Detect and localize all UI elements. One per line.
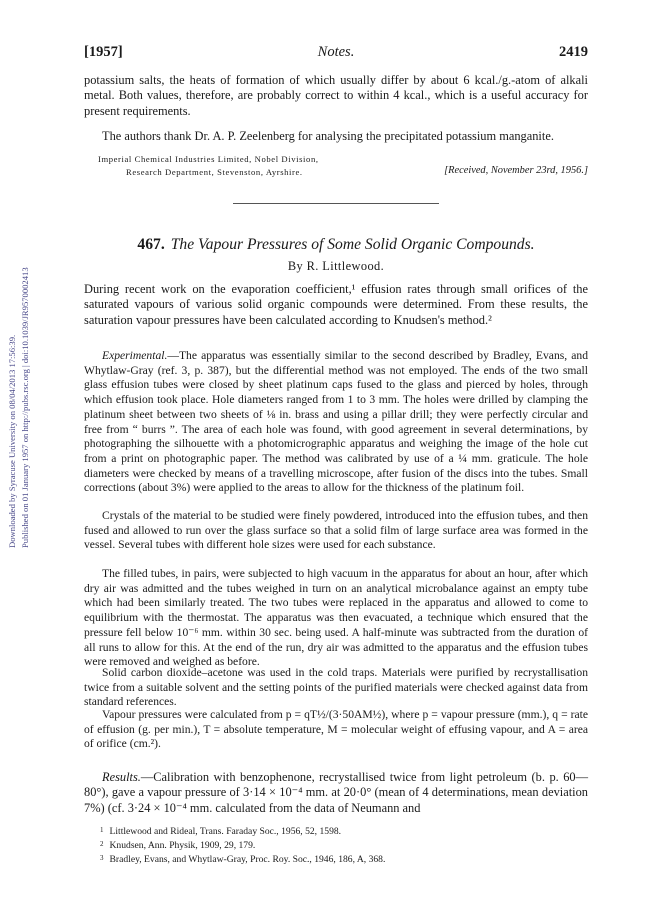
experimental-heading: Experimental. bbox=[102, 349, 168, 362]
results-paragraph bbox=[84, 770, 588, 816]
results-heading: Results. bbox=[102, 770, 141, 784]
experimental-paragraph bbox=[84, 349, 588, 496]
cold-traps-paragraph: Solid carbon dioxide–acetone was used in the cold traps. Materials were purified by recrystallisation twice from a suitable solvent and the setting points of the purified materials were checked against data from standard references. bbox=[84, 666, 588, 709]
footnote: $^1$ Littlewood and Rideal, Trans. Faraday Soc., 1956, 52, 1598. bbox=[100, 826, 342, 837]
footnote: $^3$ Bradley, Evans, and Whytlaw-Gray, Proc. Roy. Soc., 1946, 186, A, 368. bbox=[100, 854, 386, 865]
article-title bbox=[84, 236, 588, 254]
section-divider bbox=[233, 203, 439, 204]
author-line: By R. Littlewood. bbox=[287, 259, 385, 273]
results-text: —Calibration with benzophenone, recrystallised twice from light petroleum (b. p. 60—80°), gave a vapour pressure of 3·14 × 10⁻⁴ mm. at 20·0° (mean of 4 determinations, mean deviation 7%) (cf. 3·24 × 10⁻⁴ mm. calculated from the data of Neumann and bbox=[84, 770, 588, 815]
filled-tubes-paragraph: The filled tubes, in pairs, were subjected to high vacuum in the apparatus for about an hour, after which dry air was admitted and the tubes weighed in turn on an analytical microbalance against an empty tube which had been similarly treated. The two tubes were replaced in the apparatus and allowed to come to equilibrium with the thermostat. The apparatus was then evacuated, a technique which ensured that the pressure fell below 10⁻⁶ mm. within 30 sec. being used. A half-minute was subtracted from the duration of all runs to allow for this. At the end of the run, dry air was admitted to the apparatus and the effusion tubes were removed and weighed as before. bbox=[84, 567, 588, 669]
page-number: 2419 bbox=[559, 44, 588, 60]
article-title-text: The Vapour Pressures of Some Solid Organic Compounds. bbox=[170, 236, 535, 253]
received-date: [Received, November 23rd, 1956.] bbox=[444, 165, 588, 176]
affiliation-line-2: Research Department, Stevenston, Ayrshire. bbox=[126, 166, 303, 177]
running-header bbox=[84, 44, 588, 62]
affiliation-line-1: Imperial Chemical Industries Limited, Nobel Division, bbox=[98, 154, 319, 164]
footnote-list bbox=[100, 824, 588, 866]
continued-paragraph: potassium salts, the heats of formation of which usually differ by about 6 kcal./g.-atom of alkali metal. Both values, therefore, are probably correct to within 4 kcal., which is a useful accuracy for present requirements. bbox=[84, 73, 588, 118]
experimental-text: —The apparatus was essentially similar to the second described by Bradley, Evans, and Whytlaw-Gray (ref. 3, p. 387), but the differential method was not employed. The ends of the two small glass effusion tubes were closed by sheet platinum caps fused to the glass and pierced by holes, through which effusion took place. Hole diameters ranged from 1 to 3 mm. The holes were drilled by clamping the platinum sheet between two sheets of ⅛ in. brass and using a pillar drill; they were perfectly circular and free from “ burrs ”. The area of each hole was found, with good agreement in several determinations, by photographing the silhouette with a photomicrographic apparatus and weighing the image of the hole cut from a print on photographic paper. The method was calibrated by use of a ¼ mm. graticule. The hole diameters were checked by means of a travelling microscope, after fusion of the discs into the tubes. Small corrections (about 3%) were applied to the areas to allow for the thickness of the platinum foil. bbox=[84, 349, 588, 495]
acknowledgement: The authors thank Dr. A. P. Zeelenberg for analysing the precipitated potassium manganite. bbox=[102, 129, 554, 143]
footnote: $^2$ Knudsen, Ann. Physik, 1909, 29, 179. bbox=[100, 840, 256, 851]
download-notice: Downloaded by Syracuse University on 08/04/2013 17:56:39. bbox=[7, 334, 17, 548]
crystals-paragraph: Crystals of the material to be studied were finely powdered, introduced into the effusion tubes, and then fused and allowed to run over the glass surface so that a solid film of large surface area was formed in the vessel. Several tubes with different hole sizes were used for each substance. bbox=[84, 509, 588, 552]
article-number: 467. bbox=[137, 236, 165, 253]
formula-paragraph: Vapour pressures were calculated from p = qT½/(3·50AM½), where p = vapour pressure (mm.), q = rate of effusion (g. per min.), T = absolute temperature, M = molecular weight of effusing vapour, and A = area of orifice (cm.²). bbox=[84, 708, 588, 751]
intro-paragraph: During recent work on the evaporation coefficient,¹ effusion rates through small orifices of the saturated vapours of various solid organic compounds were determined. From these results, the saturation vapour pressures have been calculated according to Knudsen's method.² bbox=[84, 282, 588, 327]
year: [1957] bbox=[84, 44, 123, 60]
doi-link[interactable]: Published on 01 January 1957 on http://pubs.rsc.org | doi:10.1039/JR9570002413 bbox=[20, 267, 30, 548]
section-name: Notes. bbox=[317, 44, 355, 60]
affiliation bbox=[98, 153, 588, 183]
